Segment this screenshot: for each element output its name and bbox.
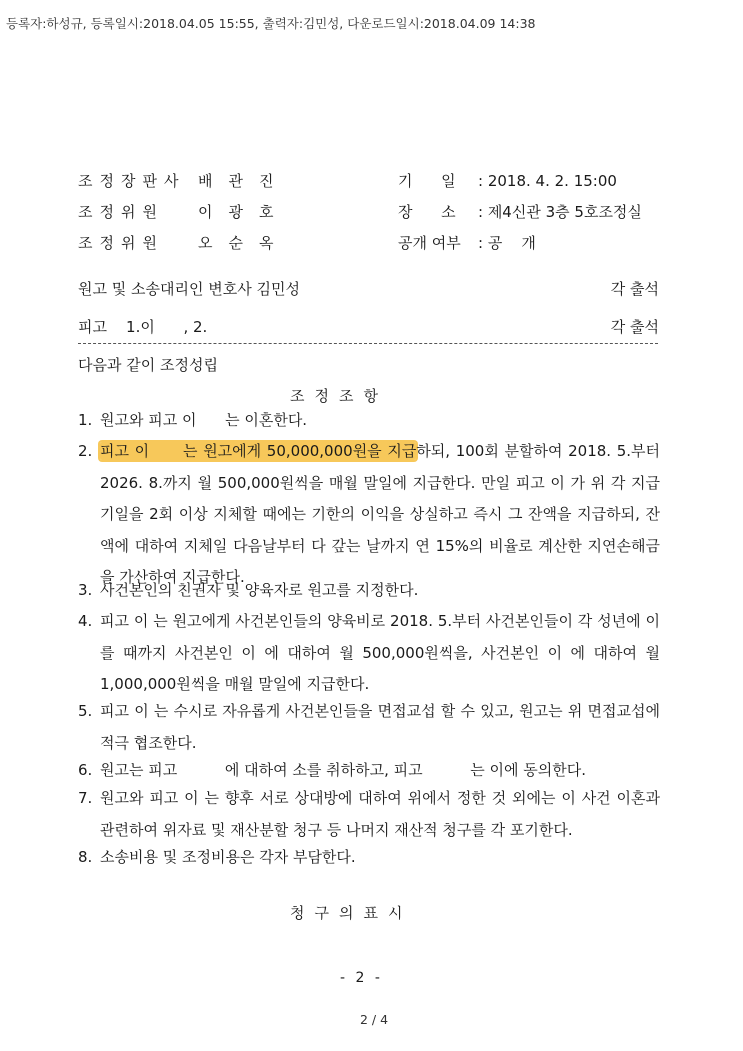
mediator-name-2: 오순옥 [198,234,290,252]
registration-info: 등록자:하성규, 등록일시:2018.04.05 15:55, 출력자:김민성, 다운로드일시:2018.04.09 14:38 [6,16,536,31]
plaintiff-attendance: 원고 및 소송대리인 변호사 김민성 [78,280,300,298]
date-label: 기 일 [398,172,456,190]
public-value: : 공 개 [478,234,536,252]
page-number: - 2 - [340,970,383,986]
clause-number: 2. [78,442,93,460]
clause-5 [78,696,660,759]
mediator-row-2 [78,232,289,253]
clause-7 [78,783,660,846]
date-row [398,170,617,191]
clause-text [100,436,660,594]
clause-text: 원고는 피고 에 대하여 소를 취하하고, 피고 는 이에 동의한다. [100,761,587,779]
settlement-intro: 다음과 같이 조정성립 [78,356,218,374]
clause-number: 3. [78,581,93,599]
clauses-title: 조정조항 [290,387,388,405]
judge-label: 조정장판사 [78,172,186,190]
place-value: : 제4신관 3층 5호조정실 [478,203,642,221]
mediator-name-1: 이광호 [198,203,290,221]
clause-text-rest: 하되, 100회 분할하여 2018. 5.부터 2026. 8.까지 월 500,000원씩을 매월 말일에 지급한다. 만일 피고 이 가 위 각 지급기일을 2회 이상 지체할 때에는 기한의 이익을 상실하고 즉시 그 잔액을 지급하되, 잔액에 대하여 지체일 다음날부터 다 갚는 날까지 연 15%의 비율로 계산한 지연손해금을 가산하여 지급한다. [100,442,660,586]
public-row [398,232,536,253]
place-row [398,201,642,222]
clause-number: 6. [78,761,93,779]
page-footer: 2 / 4 [360,1012,389,1027]
clause-8 [78,842,660,874]
clause-number: 8. [78,848,93,866]
mediator-row-1 [78,201,289,222]
clause-3 [78,575,660,607]
clause-4 [78,606,660,701]
plaintiff-status: 각 출석 [610,280,659,298]
clause-number: 1. [78,411,93,429]
clause-number: 7. [78,789,93,807]
clause-text: 소송비용 및 조정비용은 각자 부담한다. [100,848,356,866]
divider [78,343,658,344]
public-label: 공개 여부 [398,234,461,252]
place-label: 장 소 [398,203,456,221]
clause-number: 5. [78,702,93,720]
clause-text: 원고와 피고 이 는 향후 서로 상대방에 대하여 위에서 정한 것 외에는 이 사건 이혼과 관련하여 위자료 및 재산분할 청구 등 나머지 재산적 청구를 각 포기한다. [100,789,660,839]
clause-number: 4. [78,612,93,630]
mediator-label-1: 조정위원 [78,203,164,221]
judge-row [78,170,289,191]
clause-text: 사건본인의 친권자 및 양육자로 원고를 지정한다. [100,581,419,599]
claim-title: 청구의표시 [290,904,413,922]
clause-text: 피고 이 는 원고에게 사건본인들의 양육비로 2018. 5.부터 사건본인들이 각 성년에 이를 때까지 사건본인 이 에 대하여 월 500,000원씩을, 사건본인 이 에 대하여 월 1,000,000원씩을 매월 말일에 지급한다. [100,612,660,693]
clause-text: 원고와 피고 이 는 이혼한다. [100,411,308,429]
judge-name: 배관진 [198,172,290,190]
clause-text: 피고 이 는 수시로 자유롭게 사건본인들을 면접교섭 할 수 있고, 원고는 위 면접교섭에 적극 협조한다. [100,702,660,752]
clause-2 [78,436,660,594]
date-value: : 2018. 4. 2. 15:00 [478,172,617,190]
clause-1 [78,405,660,437]
clause-6 [78,755,660,787]
defendant-attendance: 피고 1.이 , 2. [78,318,208,336]
mediator-label-2: 조정위원 [78,234,164,252]
defendant-status: 각 출석 [610,318,659,336]
highlighted-text: 피고 이 는 원고에게 50,000,000원을 지급 [100,442,417,460]
